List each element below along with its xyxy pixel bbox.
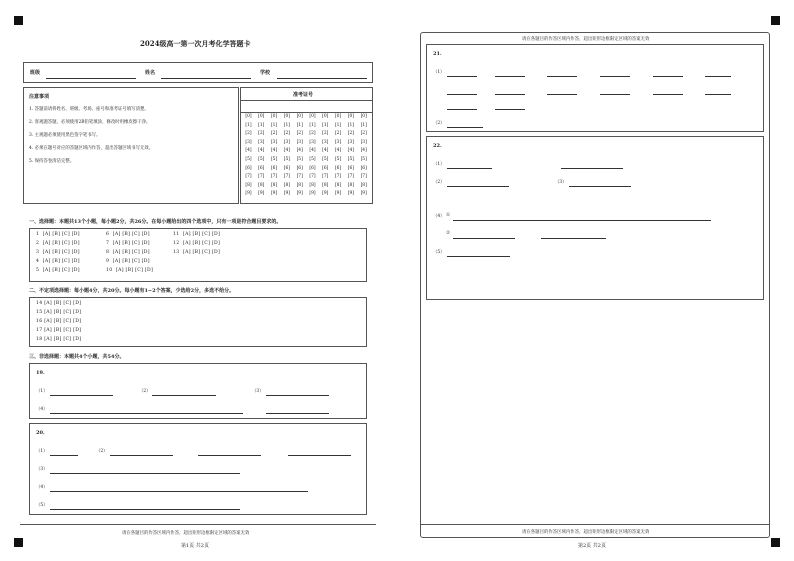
- q21-answer-line[interactable]: [447, 76, 477, 77]
- exam-number-bubble[interactable]: [3]: [360, 139, 367, 145]
- page-number: 第2页 共2页: [578, 543, 606, 549]
- exam-number-bubble[interactable]: [3]: [347, 139, 354, 145]
- exam-number-write-boxes[interactable]: [241, 100, 372, 112]
- exam-number-column[interactable]: [256, 113, 267, 199]
- exam-number-bubble[interactable]: [0]: [283, 114, 290, 119]
- q22-sub-label-2: ②: [446, 231, 450, 236]
- q21-label-1: （1）: [433, 70, 445, 75]
- exam-number-bubble[interactable]: [0]: [322, 114, 329, 119]
- q21-answer-line[interactable]: [495, 109, 525, 110]
- exam-number-bubble[interactable]: [6]: [347, 165, 354, 171]
- name-label: 姓名: [145, 70, 156, 76]
- exam-number-bubble[interactable]: [8]: [347, 182, 354, 188]
- page-title: 2024级高一第一次月考化学答题卡: [140, 39, 251, 48]
- notice-item: 5. 保持答卷清洁完整。: [29, 159, 75, 164]
- exam-number-column[interactable]: [358, 113, 369, 199]
- exam-number-bubble[interactable]: [5]: [283, 156, 290, 162]
- exam-number-bubble[interactable]: [2]: [322, 131, 329, 137]
- mc-row[interactable]: 5 [A] [B] [C] [D]: [36, 268, 80, 273]
- exam-number-bubble[interactable]: [5]: [270, 156, 278, 162]
- exam-number-bubble[interactable]: [7]: [245, 174, 252, 180]
- q22-label-5: （5）: [433, 250, 445, 255]
- exam-number-bubble[interactable]: [6]: [245, 165, 252, 171]
- exam-number-bubble[interactable]: [3]: [270, 139, 278, 145]
- section1-title: 一、选择题：本题共13个小题，每小题2分，共26分。在每小题给出的四个选项中，只有一项是符合题目要求的。: [29, 219, 282, 225]
- exam-number-bubble[interactable]: [9]: [283, 191, 290, 197]
- footer-divider: [420, 524, 770, 525]
- exam-number-bubble[interactable]: [3]: [296, 139, 303, 145]
- q22-answer-line[interactable]: [561, 168, 623, 169]
- exam-number-bubble[interactable]: [4]: [334, 148, 342, 154]
- q20-answer-line[interactable]: [50, 509, 240, 510]
- exam-number-bubble[interactable]: [2]: [270, 131, 278, 137]
- exam-number-bubble[interactable]: [4]: [296, 148, 303, 154]
- section3-title: 三、非选择题：本题共4个小题，共54分。: [29, 354, 125, 360]
- exam-number-column[interactable]: [320, 113, 331, 199]
- q22-answer-line[interactable]: [447, 256, 510, 257]
- mc-row[interactable]: 18 [A] [B] [C] [D]: [36, 337, 82, 342]
- exam-number-bubble[interactable]: [8]: [309, 182, 316, 188]
- exam-number-bubble[interactable]: [7]: [322, 174, 329, 180]
- class-field[interactable]: [46, 78, 136, 79]
- mc-row[interactable]: 11 [A] [B] [C] [D]: [173, 232, 221, 237]
- q22-answer-line[interactable]: [569, 186, 631, 187]
- mc-row[interactable]: 4 [A] [B] [C] [D]: [36, 259, 80, 264]
- exam-number-bubble[interactable]: [2]: [296, 131, 303, 137]
- q22-label-3: （3）: [555, 180, 567, 185]
- q22-answer-line[interactable]: [541, 238, 606, 239]
- q19-label-4: （4）: [36, 407, 48, 412]
- name-field[interactable]: [161, 78, 251, 79]
- q20-label-2: （2）: [96, 449, 108, 454]
- exam-number-bubble[interactable]: [7]: [258, 174, 265, 180]
- q20-label-4: （4）: [36, 485, 48, 490]
- exam-number-bubble[interactable]: [6]: [334, 165, 342, 171]
- mc-row[interactable]: 14 [A] [B] [C] [D]: [36, 301, 82, 306]
- exam-number-bubble[interactable]: [0]: [270, 114, 278, 119]
- exam-number-bubble[interactable]: [2]: [258, 131, 265, 137]
- exam-number-bubble[interactable]: [1]: [258, 122, 265, 128]
- q22-answer-line[interactable]: [453, 220, 711, 221]
- mc-row[interactable]: 6 [A] [B] [C] [D]: [106, 232, 150, 237]
- exam-number-bubble[interactable]: [4]: [283, 148, 290, 154]
- exam-number-bubble[interactable]: [0]: [334, 114, 342, 119]
- class-label: 班级: [30, 70, 41, 76]
- page-number: 第1页 共2页: [181, 543, 209, 549]
- notice-item: 4. 必须在题号对应的答题区域内作答，超出答题区域书写无效。: [29, 146, 154, 151]
- exam-number-bubble[interactable]: [9]: [309, 191, 316, 197]
- q19-label-3: （3）: [252, 389, 264, 394]
- exam-number-bubble[interactable]: [4]: [309, 148, 316, 154]
- exam-number-bubble[interactable]: [6]: [258, 165, 265, 171]
- q21-label-2: （2）: [433, 121, 445, 126]
- exam-number-bubble[interactable]: [3]: [334, 139, 342, 145]
- exam-number-bubble[interactable]: [8]: [322, 182, 329, 188]
- school-label: 学校: [260, 70, 271, 76]
- exam-number-bubble[interactable]: [9]: [347, 191, 354, 197]
- exam-number-bubble[interactable]: [0]: [347, 114, 354, 119]
- exam-number-column[interactable]: [333, 113, 344, 199]
- q22-sub-label-1: ①: [446, 213, 450, 218]
- q21-answer-line[interactable]: [653, 76, 683, 77]
- exam-number-bubble[interactable]: [0]: [296, 114, 303, 119]
- exam-number-column[interactable]: [307, 113, 318, 199]
- exam-number-bubble[interactable]: [4]: [245, 148, 252, 154]
- mc-row[interactable]: 1 [A] [B] [C] [D]: [36, 232, 80, 237]
- exam-number-bubble[interactable]: [2]: [309, 131, 316, 137]
- q19-label-2: （2）: [139, 389, 151, 394]
- q21-answer-line[interactable]: [600, 76, 630, 77]
- exam-number-bubble[interactable]: [4]: [270, 148, 278, 154]
- q21-answer-line[interactable]: [705, 76, 731, 77]
- notice-item: 1. 答题前请将姓名、班级、考场、座号和准考证号填写清楚。: [29, 107, 149, 112]
- exam-number-column[interactable]: [243, 113, 254, 199]
- footer-note: 请在各题目的作答区域内作答，超出矩形边框限定区域的答案无效: [522, 530, 650, 535]
- exam-number-bubble[interactable]: [1]: [296, 122, 303, 128]
- exam-number-bubble[interactable]: [4]: [347, 148, 354, 154]
- registration-mark-bottom-right: [771, 538, 780, 547]
- q22-number: 22.: [433, 143, 442, 149]
- registration-mark-top-right: [771, 16, 780, 25]
- q21-answer-line[interactable]: [547, 94, 577, 95]
- exam-number-bubble[interactable]: [9]: [258, 191, 265, 197]
- q20-number: 20.: [36, 430, 45, 436]
- mc-row[interactable]: 3 [A] [B] [C] [D]: [36, 250, 80, 255]
- exam-number-bubble[interactable]: [5]: [347, 156, 354, 162]
- exam-number-bubble[interactable]: [2]: [347, 131, 354, 137]
- exam-number-bubble[interactable]: [7]: [347, 174, 354, 180]
- exam-number-bubble[interactable]: [0]: [258, 114, 265, 119]
- exam-number-bubble[interactable]: [6]: [322, 165, 329, 171]
- exam-number-bubble[interactable]: [5]: [245, 156, 252, 162]
- exam-number-bubble[interactable]: [7]: [296, 174, 303, 180]
- q20-label-5: （5）: [36, 503, 48, 508]
- exam-number-bubble[interactable]: [7]: [309, 174, 316, 180]
- exam-number-bubble[interactable]: [5]: [309, 156, 316, 162]
- exam-number-bubble[interactable]: [7]: [334, 174, 342, 180]
- exam-number-bubble[interactable]: [6]: [360, 165, 367, 171]
- mc-row[interactable]: 8 [A] [B] [C] [D]: [106, 250, 150, 255]
- exam-number-bubble[interactable]: [5]: [334, 156, 342, 162]
- q19-answer-line[interactable]: [50, 395, 113, 396]
- q21-answer-line[interactable]: [447, 109, 477, 110]
- mc-row[interactable]: 15 [A] [B] [C] [D]: [36, 310, 82, 315]
- exam-number-bubble[interactable]: [9]: [245, 191, 252, 197]
- q19-number: 19.: [36, 370, 45, 376]
- exam-number-bubble[interactable]: [7]: [360, 174, 367, 180]
- q22-answer-line[interactable]: [447, 168, 492, 169]
- exam-number-bubble[interactable]: [4]: [258, 148, 265, 154]
- q22-answer-box: [426, 136, 764, 300]
- section2-title: 二、不定项选择题：每小题4分，共20分。每小题有1~2个答案，少选给2分，多选不给分。: [29, 288, 235, 294]
- q21-answer-line[interactable]: [653, 94, 683, 95]
- q19-answer-line[interactable]: [50, 413, 243, 414]
- exam-number-bubble[interactable]: [6]: [270, 165, 278, 171]
- exam-number-bubble-grid[interactable]: [243, 113, 371, 201]
- footer-note: 请在各题目的作答区域内作答，超出矩形边框限定区域的答案无效: [122, 531, 250, 536]
- exam-number-bubble[interactable]: [8]: [270, 182, 278, 188]
- mc-row[interactable]: 16 [A] [B] [C] [D]: [36, 319, 82, 324]
- exam-number-bubble[interactable]: [1]: [283, 122, 290, 128]
- q22-answer-line[interactable]: [447, 186, 509, 187]
- exam-number-bubble[interactable]: [3]: [309, 139, 316, 145]
- exam-number-bubble[interactable]: [4]: [322, 148, 329, 154]
- exam-number-bubble[interactable]: [6]: [309, 165, 316, 171]
- mc-row[interactable]: 13 [A] [B] [C] [D]: [173, 250, 221, 255]
- notice-title: 注意事项: [29, 94, 50, 100]
- student-info-row: [23, 62, 373, 83]
- exam-number-bubble[interactable]: [0]: [245, 114, 252, 119]
- q20-answer-line[interactable]: [198, 455, 261, 456]
- exam-number-bubble[interactable]: [6]: [296, 165, 303, 171]
- mc-row[interactable]: 10 [A] [B] [C] [D]: [106, 268, 154, 273]
- exam-number-bubble[interactable]: [9]: [334, 191, 342, 197]
- exam-number-bubble[interactable]: [8]: [258, 182, 265, 188]
- exam-number-bubble[interactable]: [5]: [296, 156, 303, 162]
- exam-number-bubble[interactable]: [2]: [245, 131, 252, 137]
- header-note: 请在各题目的作答区域内作答，超出矩形边框限定区域的答案无效: [522, 37, 650, 42]
- q21-answer-line[interactable]: [447, 127, 483, 128]
- exam-number-bubble[interactable]: [1]: [360, 122, 367, 128]
- q20-answer-line[interactable]: [50, 455, 78, 456]
- q20-answer-line[interactable]: [110, 455, 173, 456]
- exam-number-column[interactable]: [345, 113, 356, 199]
- q20-label-1: （1）: [36, 449, 48, 454]
- q20-answer-line[interactable]: [50, 473, 240, 474]
- exam-number-bubble[interactable]: [1]: [270, 122, 278, 128]
- q19-answer-line[interactable]: [266, 395, 329, 396]
- exam-number-column[interactable]: [281, 113, 292, 199]
- exam-number-bubble[interactable]: [8]: [296, 182, 303, 188]
- exam-number-bubble[interactable]: [0]: [309, 114, 316, 119]
- exam-number-bubble[interactable]: [5]: [258, 156, 265, 162]
- exam-number-bubble[interactable]: [8]: [245, 182, 252, 188]
- exam-number-column[interactable]: [294, 113, 305, 199]
- exam-number-bubble[interactable]: [9]: [360, 191, 367, 197]
- exam-number-bubble[interactable]: [9]: [296, 191, 303, 197]
- q19-answer-box: [29, 363, 367, 419]
- mc-row[interactable]: 17 [A] [B] [C] [D]: [36, 328, 82, 333]
- exam-number-bubble[interactable]: [6]: [283, 165, 290, 171]
- exam-number-bubble[interactable]: [3]: [283, 139, 290, 145]
- answer-sheet-page-2: [420, 32, 770, 542]
- q21-answer-box: [426, 44, 764, 132]
- exam-number-bubble[interactable]: [3]: [258, 139, 265, 145]
- exam-number-bubble[interactable]: [9]: [322, 191, 329, 197]
- exam-number-column[interactable]: [269, 113, 280, 199]
- exam-number-bubble[interactable]: [5]: [360, 156, 367, 162]
- exam-number-bubble[interactable]: [8]: [283, 182, 290, 188]
- q19-label-1: （1）: [36, 389, 48, 394]
- exam-number-bubble[interactable]: [2]: [360, 131, 367, 137]
- mc-row[interactable]: 2 [A] [B] [C] [D]: [36, 241, 80, 246]
- exam-number-bubble[interactable]: [2]: [283, 131, 290, 137]
- exam-number-bubble[interactable]: [5]: [322, 156, 329, 162]
- q19-answer-line[interactable]: [152, 395, 216, 396]
- notice-item: 3. 主观题必须使用黑色签字笔书写。: [29, 133, 101, 138]
- q19-answer-line[interactable]: [266, 413, 329, 414]
- exam-number-bubble[interactable]: [4]: [360, 148, 367, 154]
- q21-answer-line[interactable]: [495, 94, 525, 95]
- exam-number-bubble[interactable]: [1]: [334, 122, 342, 128]
- q22-label-1: （1）: [433, 162, 445, 167]
- exam-number-bubble[interactable]: [1]: [322, 122, 329, 128]
- school-field[interactable]: [277, 78, 367, 79]
- q21-answer-line[interactable]: [547, 76, 577, 77]
- exam-number-bubble[interactable]: [2]: [334, 131, 342, 137]
- exam-number-box: [240, 87, 373, 204]
- q22-label-4: （4）: [433, 214, 445, 219]
- mc-row[interactable]: 12 [A] [B] [C] [D]: [173, 241, 221, 246]
- exam-number-bubble[interactable]: [7]: [270, 174, 278, 180]
- notice-item: 2. 客观题答题，必须使用2B铅笔填涂，修改时用橡皮擦干净。: [29, 120, 151, 125]
- exam-number-bubble[interactable]: [0]: [360, 114, 367, 119]
- exam-number-bubble[interactable]: [8]: [334, 182, 342, 188]
- exam-number-bubble[interactable]: [8]: [360, 182, 367, 188]
- q20-answer-line[interactable]: [50, 491, 308, 492]
- exam-number-bubble[interactable]: [3]: [322, 139, 329, 145]
- q22-answer-line[interactable]: [453, 238, 515, 239]
- exam-number-bubble[interactable]: [7]: [283, 174, 290, 180]
- q21-answer-line[interactable]: [705, 94, 731, 95]
- section2-answer-box: [29, 297, 367, 347]
- exam-number-bubble[interactable]: [3]: [245, 139, 252, 145]
- exam-number-bubble[interactable]: [1]: [245, 122, 252, 128]
- q21-answer-line[interactable]: [600, 94, 630, 95]
- q22-label-2: （2）: [433, 180, 445, 185]
- footer-divider: [20, 524, 376, 525]
- mc-row[interactable]: 9 [A] [B] [C] [D]: [106, 259, 150, 264]
- q21-number: 21.: [433, 51, 442, 57]
- exam-number-bubble[interactable]: [9]: [270, 191, 278, 197]
- q20-answer-box: [29, 423, 367, 515]
- exam-number-title: 准考证号: [293, 92, 314, 98]
- section1-answer-box: [29, 228, 367, 282]
- q21-answer-line[interactable]: [495, 76, 525, 77]
- exam-number-bubble[interactable]: [1]: [309, 122, 316, 128]
- mc-row[interactable]: 7 [A] [B] [C] [D]: [106, 241, 150, 246]
- notice-box: [23, 87, 239, 204]
- q21-answer-line[interactable]: [447, 94, 477, 95]
- q20-label-3: （3）: [36, 467, 48, 472]
- exam-number-bubble[interactable]: [1]: [347, 122, 354, 128]
- q20-answer-line[interactable]: [288, 455, 351, 456]
